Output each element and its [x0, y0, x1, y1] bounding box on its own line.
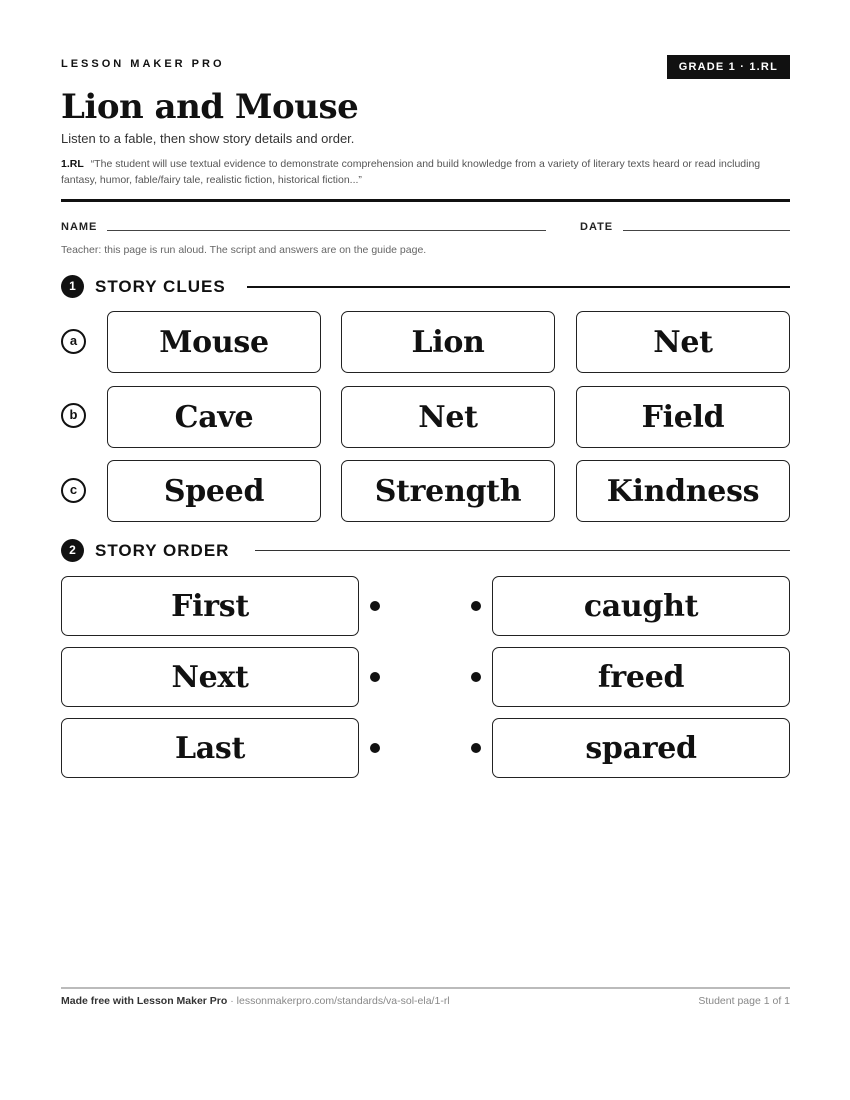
- match-dot-left[interactable]: [370, 743, 380, 753]
- footer-url: · lessonmakerpro.com/standards/va-sol-ela/1-rl: [227, 995, 450, 1007]
- section-number-badge: 2: [61, 539, 84, 562]
- match-dot-right[interactable]: [471, 672, 481, 682]
- section-divider: [247, 286, 790, 288]
- standard-text: “The student will use textual evidence to demonstrate comprehension and build knowledge from a variety of literary texts heard or read including fantasy, humor, fable/fairy tale, realistic fiction, historical fiction...”: [61, 158, 761, 186]
- match-dot-left[interactable]: [370, 601, 380, 611]
- teacher-note: Teacher: this page is run aloud. The script and answers are on the guide page.: [61, 244, 427, 256]
- section-story-order-header: [61, 539, 790, 563]
- section-title: STORY CLUES: [95, 277, 226, 296]
- order-label-card[interactable]: Last: [61, 718, 359, 778]
- section-story-clues-header: [61, 275, 790, 299]
- worksheet-page: [61, 0, 790, 1100]
- row-letter-a: a: [61, 329, 86, 354]
- order-event-card[interactable]: spared: [492, 718, 790, 778]
- clue-option-card[interactable]: Net: [341, 386, 555, 448]
- clue-option-card[interactable]: Strength: [341, 460, 555, 522]
- match-dot-left[interactable]: [370, 672, 380, 682]
- date-field[interactable]: [623, 230, 790, 231]
- clue-option-card[interactable]: Speed: [107, 460, 321, 522]
- section-title: STORY ORDER: [95, 541, 230, 560]
- footer-page-label: Student page 1 of 1: [698, 995, 790, 1007]
- footer-credit: [61, 995, 450, 1007]
- order-event-card[interactable]: freed: [492, 647, 790, 707]
- page-subtitle: Listen to a fable, then show story details and order.: [61, 131, 355, 146]
- page-title: Lion and Mouse: [61, 87, 359, 127]
- footer-made-with: Made free with Lesson Maker Pro: [61, 995, 228, 1007]
- clue-option-card[interactable]: Field: [576, 386, 790, 448]
- header-divider: [61, 199, 790, 202]
- grade-badge: GRADE 1 · 1.RL: [667, 55, 790, 79]
- match-dot-right[interactable]: [471, 743, 481, 753]
- order-label-card[interactable]: First: [61, 576, 359, 636]
- name-field[interactable]: [107, 230, 546, 231]
- standard-code: 1.RL: [61, 158, 84, 170]
- section-divider: [255, 550, 790, 551]
- clue-option-card[interactable]: Net: [576, 311, 790, 373]
- clue-option-card[interactable]: Kindness: [576, 460, 790, 522]
- row-letter-c: c: [61, 478, 86, 503]
- standard-description: [61, 156, 790, 188]
- footer-divider: [61, 987, 790, 989]
- match-dot-right[interactable]: [471, 601, 481, 611]
- date-label: DATE: [580, 221, 614, 233]
- clue-option-card[interactable]: Lion: [341, 311, 555, 373]
- brand-name: LESSON MAKER PRO: [61, 58, 225, 70]
- clue-option-card[interactable]: Cave: [107, 386, 321, 448]
- section-number-badge: 1: [61, 275, 84, 298]
- order-event-card[interactable]: caught: [492, 576, 790, 636]
- name-label: NAME: [61, 221, 98, 233]
- row-letter-b: b: [61, 403, 86, 428]
- clue-option-card[interactable]: Mouse: [107, 311, 321, 373]
- order-label-card[interactable]: Next: [61, 647, 359, 707]
